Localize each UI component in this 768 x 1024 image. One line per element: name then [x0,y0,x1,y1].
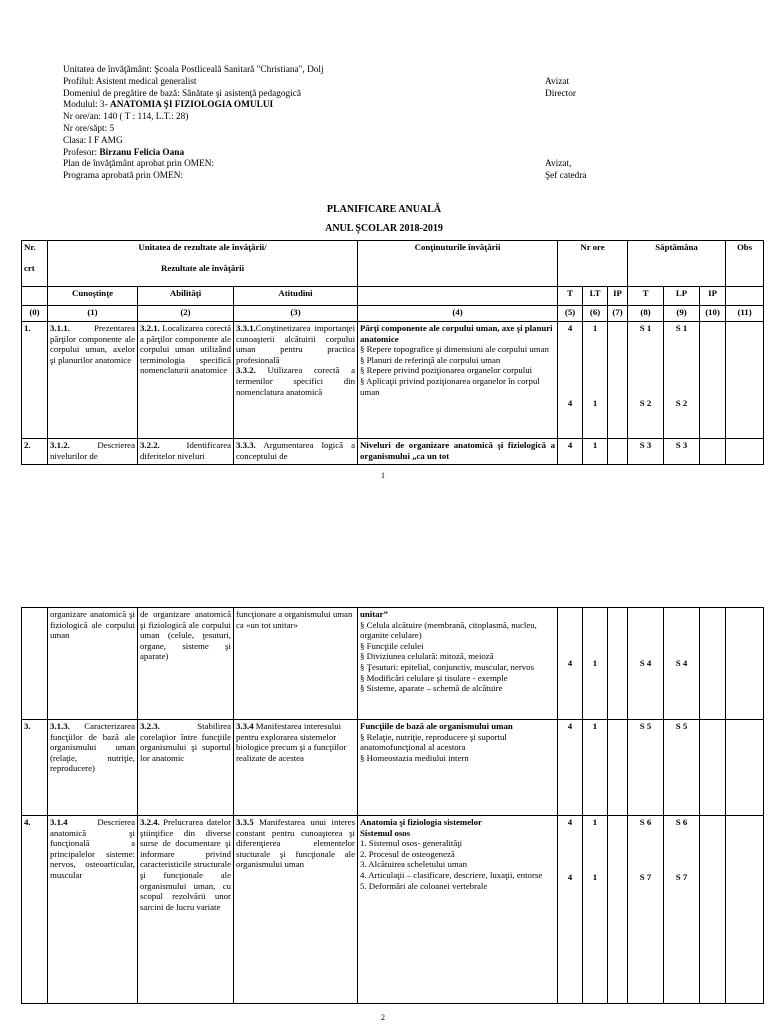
col-num: (8) [628,306,664,322]
module-prefix: Modulul: 3- [63,100,111,111]
hours-lt: 1 [583,439,608,465]
week-t: S 2 [639,397,652,408]
hours-t: 4 [567,323,573,333]
avizat-label-2: Avizat, [545,159,572,170]
hours-week: Nr ore/săpt: 5 [63,123,115,134]
bullet-item: § Funcţiile celulei [360,641,424,651]
week-lp: S 3 [664,439,700,465]
row-number: 2. [22,439,48,465]
document-header [63,65,703,183]
hours-t: 4 [558,720,583,816]
hours-lt: 1 [592,871,598,882]
list-item: 2. Procesul de osteogeneză [360,848,455,859]
school-year: ANUL ŞCOLAR 2018-2019 [325,223,443,234]
header-contents: Conţinuturile învăţării [358,241,558,287]
bullet-item: § Repere privind poziţionarea organelor corpului [360,365,532,375]
list-item: 3. Alcătuirea scheletului uman [360,859,467,870]
header-nr: Nr. crt [22,241,48,287]
hours-t: 4 [567,397,573,408]
hours-lt: 1 [592,817,598,827]
class-label: Clasa: I F AMG [63,135,123,146]
curriculum: Programa aprobată prin OMEN: [63,171,184,182]
week-lp: S 6 [675,817,688,827]
bullet-item: § Relaţie, nutriţie, reproducere şi suportul anatomofuncţional al acestora [360,732,507,753]
attitudes-cell: 3.3.4 Manifestarea interesului pentru explorarea sistemelor biologice precum şi a funcţiilor realizate de acestea [234,720,358,816]
header-ip-week: IP [700,287,726,306]
table-row [22,322,764,439]
knowledge-cell: organizare anatomică şi fiziologică ale corpului uman [48,608,138,720]
profile: Profilul: Asistent medical generalist [63,76,197,87]
attitudes-cell: 3.3.3. Argumentarea logică a conceptului de [234,439,358,465]
col-num: (7) [608,306,628,322]
hours-t: 4 [558,608,583,720]
contents-cell: Anatomia şi fiziologia sistemelor Sistemul osos 1. Sistemul osos- generalităţi 2. Procesul de osteogeneză 3. Alcătuirea scheletului uman 4. Articulaţii – clasificare, descriere, luxaţii, entorse 5. Deformări ale coloanei vertebrale [358,816,558,1004]
knowledge-cell: 3.1.3. Caracterizarea funcţiilor de bază ale organismului uman (relaţie, nutriţie, reproducere) [48,720,138,816]
col-num: (9) [664,306,700,322]
header-ip: IP [608,287,628,306]
table-row [22,608,764,720]
header-learning-units: Unitatea de rezultate ale învăţării/ Rezultate ale învăţării [48,241,358,287]
hours-t: 4 [558,439,583,465]
week-t: S 1 [639,323,652,333]
skills-cell: 3.2.2. Identificarea diferitelor niveluri [138,439,234,465]
planning-table-page-2 [21,607,764,1004]
week-t: S 7 [639,871,652,882]
header-attitudes: Atitudini [234,287,358,306]
skills-cell: 3.2.1. Localizarea corectă a părţilor componente ale corpului uman utilizând terminologia specifică nomenclaturii anatomice [138,322,234,439]
col-num: (10) [700,306,726,322]
bullet-item: § Ţesuturi: epitelial, conjunctiv, muscular, nervos [360,662,534,672]
page-number: 2 [381,1013,385,1022]
head-of-dept-label: Şef catedra [545,171,587,182]
header-lt: LT [583,287,608,306]
col-num: (6) [583,306,608,322]
attitudes-cell: 3.3.1.Conştinetizarea importanţei cunoaşterii alcătuirii corpului uman pentru practica profesională 3.3.2. Utilizarea corectă a termenilor specifici din nomenclatura anatomică [234,322,358,439]
header-obs: Obs [726,241,764,287]
contents-cell: unitar” § Celula alcătuire (membrană, citoplasmă, nucleu, organite celulare) § Funcţiile celulei § Diviziunea celulară: mitoză, meioză § Ţesuturi: epitelial, conjunctiv, muscular, nervos § Modificări celulare şi tisulare - exemple § Sisteme, aparate – schemă de alcătuire [358,608,558,720]
week-lp: S 5 [664,720,700,816]
row-number: 3. [22,720,48,816]
list-item: 4. Articulaţii – clasificare, descriere, luxaţii, entorse [360,869,543,880]
header-t-week: T [628,287,664,306]
col-num: (3) [234,306,358,322]
skills-cell: 3.2.4. Prelucrarea datelor ştiinţifice din diverse surse de documentare şi informare privind caracteristicile structurale şi funcţionale ale organismului uman, cu scopul rezolvării unor sarcini de lucru variate [138,816,234,1004]
page-number: 1 [381,471,385,480]
hours-t: 4 [567,871,573,882]
hours-year: Nr ore/an: 140 ( T : 114, L.T.: 28) [63,112,189,123]
week-lp: S 7 [675,871,688,882]
hours-t: 4 [567,817,573,827]
row-number: 4. [22,816,48,1004]
attitudes-cell: funcţionare a organismului uman ca «un tot unitar» [234,608,358,720]
list-item: 5. Deformări ale coloanei vertebrale [360,880,488,891]
week-lp: S 2 [675,397,688,408]
bullet-item: § Aplicaţii privind poziţionarea organelor în corpul uman [360,376,540,397]
week-t: S 4 [628,608,664,720]
contents-cell: Părţi componente ale corpului uman, axe şi planuri anatomice § Repere topografice şi dimensiuni ale corpului uman § Planuri de referinţă ale corpului uman § Repere privind poziţionarea organelor corpului § Aplicaţii privind poziţionarea organelor în corpul uman [358,322,558,439]
hours-lt: 1 [583,720,608,816]
col-num: (4) [358,306,558,322]
domain: Domeniul de pregătire de bază: Sănătate şi asistenţă pedagogică [63,88,302,99]
hours-lt: 1 [592,323,598,333]
col-num: (11) [726,306,764,322]
bullet-item: § Repere topografice şi dimensiuni ale corpului uman [360,344,549,354]
knowledge-cell: 3.1.4 Descrierea anatomică şi funcţională a principalelor sisteme: nervos, osteoarticular, muscular [48,816,138,1004]
bullet-item: § Homeostazia mediului intern [360,753,469,763]
bullet-item: § Celula alcătuire (membrană, citoplasmă, nucleu, organite celulare) [360,620,537,641]
school-name: Unitatea de învăţământ: Şcoala Postliceală Sanitară "Christiana", Dolj [63,65,324,75]
contents-cell: Funcţiile de bază ale organismului uman § Relaţie, nutriţie, reproducere şi suportul anatomofuncţional al acestora § Homeostazia mediului intern [358,720,558,816]
bullet-item: § Sisteme, aparate – schemă de alcătuire [360,683,502,693]
attitudes-cell: 3.3.5 Manifestarea unui interes constant pentru cunoaşterea şi diferenţierea elementelor stucturale şi funcţionale ale organismului uman [234,816,358,1004]
teacher-name: Bîrzanu Felicia Oana [99,147,185,158]
row-number: 1. [22,322,48,439]
director-label: Director [545,88,576,99]
table-row [22,816,764,1004]
week-t: S 3 [628,439,664,465]
col-num: (2) [138,306,234,322]
header-lp: LP [664,287,700,306]
doc-title: PLANIFICARE ANUALĂ [326,204,442,215]
planning-table-page-1 [21,240,764,465]
table-row [22,720,764,816]
knowledge-cell: 3.1.1. Prezentarea părţilor componente ale corpului uman, axelor şi planurilor anatomice [48,322,138,439]
skills-cell: 3.2.3. Stabilirea corelaţiior între funcţiile organismului şi suportul lor anatomic [138,720,234,816]
header-t: T [558,287,583,306]
hours-lt: 1 [583,608,608,720]
avizat-label: Avizat [545,76,570,87]
teacher-prefix: Profesor: [63,147,100,158]
week-t: S 6 [639,817,652,827]
header-hours: Nr ore [558,241,628,287]
hours-lt: 1 [592,397,598,408]
knowledge-cell: 3.1.2. Descrierea nivelurilor de [48,439,138,465]
col-num: (1) [48,306,138,322]
header-skills: Abilităţi [138,287,234,306]
list-item: 1. Sistemul osos- generalităţi [360,838,463,849]
week-lp: S 1 [675,323,688,333]
study-plan: Plan de învăţământ aprobat prin OMEN: [63,159,215,170]
module-name: ANATOMIA ŞI FIZIOLOGIA OMULUI [110,100,274,111]
col-num: (5) [558,306,583,322]
col-num: (0) [22,306,48,322]
week-t: S 5 [628,720,664,816]
contents-cell: Niveluri de organizare anatomică şi fiziologică a organismului „ca un tot [358,439,558,465]
bullet-item: § Planuri de referinţă ale corpului uman [360,355,500,365]
bullet-item: § Diviziunea celulară: mitoză, meioză [360,651,494,661]
skills-cell: de organizare anatomică şi fiziologică ale corpului uman (celule, ţesuturi, organe, sisteme şi aparate) [138,608,234,720]
table-row [22,439,764,465]
header-week: Săptămâna [628,241,726,287]
bullet-item: § Modificări celulare şi tisulare - exemple [360,673,508,683]
header-knowledge: Cunoştinţe [48,287,138,306]
week-lp: S 4 [664,608,700,720]
